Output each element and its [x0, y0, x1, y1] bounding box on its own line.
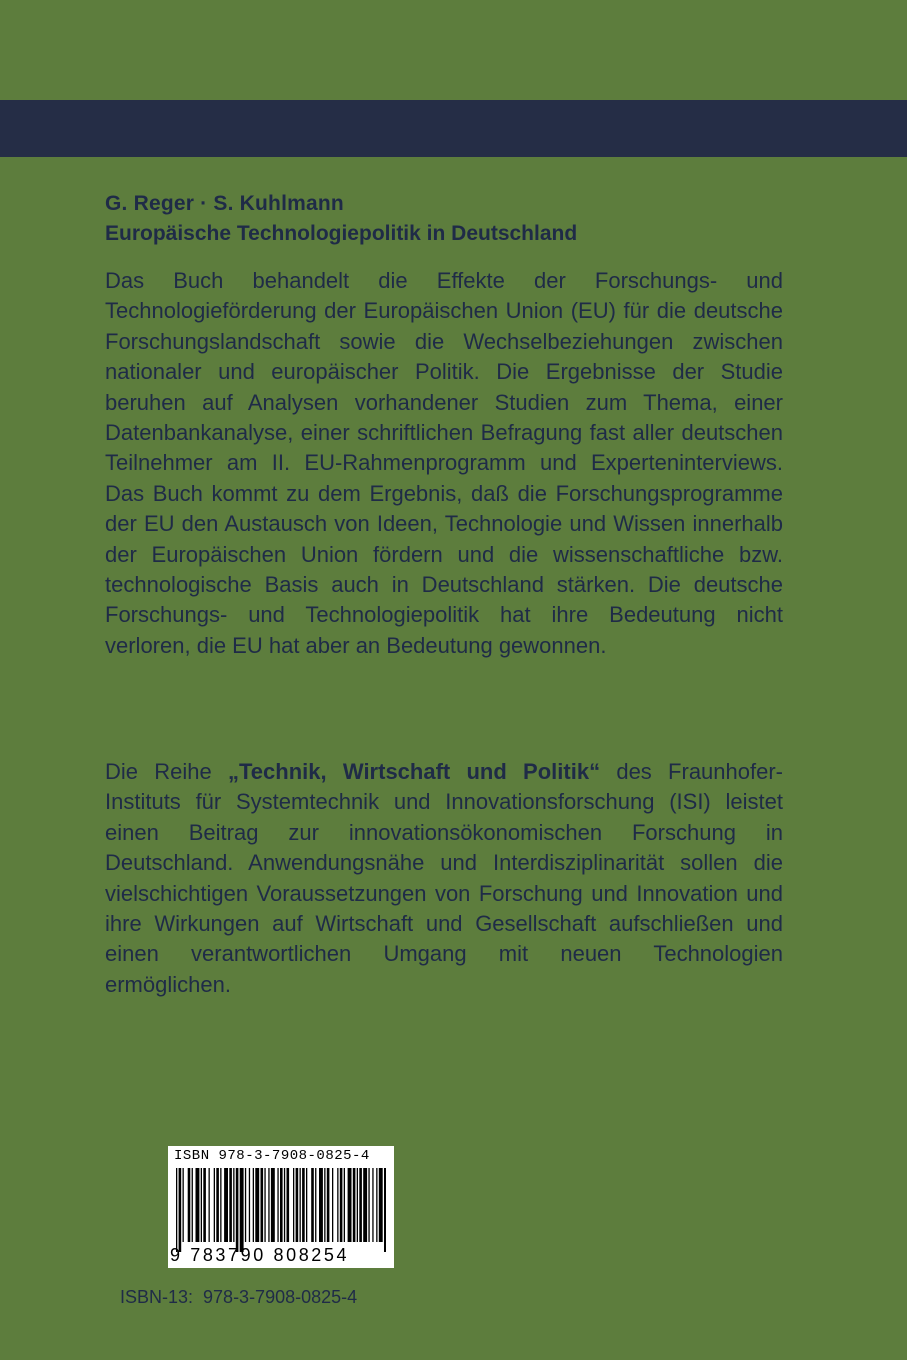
barcode-bar — [192, 1168, 193, 1242]
barcode-bar — [236, 1168, 239, 1252]
barcode-bar — [261, 1168, 264, 1242]
barcode-bar — [268, 1168, 269, 1242]
barcode-bar — [327, 1168, 330, 1242]
barcode-bar — [224, 1168, 228, 1242]
barcode-bar — [209, 1168, 210, 1242]
barcode-bar — [311, 1168, 314, 1242]
series-paragraph — [105, 757, 783, 1000]
barcode-bar — [319, 1168, 323, 1242]
barcode-bar — [379, 1168, 383, 1242]
barcode-bar — [306, 1168, 307, 1242]
barcode-bar — [384, 1168, 386, 1252]
barcode-bar — [300, 1168, 301, 1242]
barcode-bar — [277, 1168, 278, 1242]
barcode-bar — [348, 1168, 352, 1242]
series-intro-text: Die Reihe — [105, 759, 228, 784]
barcode-bar — [302, 1168, 305, 1242]
barcode-bar — [176, 1168, 177, 1252]
barcode-bar — [284, 1168, 285, 1242]
description-paragraph: Das Buch behandelt die Effekte der Forschungs- und Technologieförderung der Europäischen Union (EU) für die deutsche Forschungslandschaft sowie die Wechselbeziehungen zwischen nationaler und europäischer Politik. Die Ergebnisse der Studie beruhen auf Analysen vorhandener Studien zum Thema, einer Datenbankanalyse, einer schriftlichen Befragung fast aller deutschen Teilnehmer am II. EU-Rahmenprogramm und Experteninterviews. Das Buch kommt zu dem Ergebnis, daß die Forschungsprogramme der EU den Austausch von Ideen, Technologie und Wissen innerhalb der Europäischen Union fördern und die wissenschaftliche bzw. technologische Basis auch in Deutschland stärken. Die deutsche Forschungs- und Technologiepolitik hat ihre Bedeutung nicht verloren, die EU hat aber an Bedeutung gewonnen. — [105, 268, 783, 658]
barcode-bar — [188, 1168, 191, 1242]
barcode-bar — [337, 1168, 338, 1242]
barcode-bar — [216, 1168, 219, 1242]
top-color-band — [0, 100, 907, 157]
barcode-bar — [287, 1168, 290, 1242]
barcode-icon — [176, 1168, 386, 1252]
barcode-bar — [368, 1168, 369, 1242]
barcode-bar — [353, 1168, 356, 1242]
barcode-bar — [214, 1168, 215, 1242]
barcode-bar — [271, 1168, 275, 1242]
barcode-bar — [249, 1168, 250, 1242]
barcode-bar — [376, 1168, 377, 1242]
barcode-bar — [363, 1168, 367, 1242]
barcode-bar — [264, 1168, 265, 1242]
barcode-bar — [245, 1168, 246, 1242]
barcode-bar — [233, 1168, 234, 1242]
series-description-text: des Fraunhofer-Instituts für Systemtechnik und Innovationsforschung (ISI) leistet einen Beitrag zur innovationsökonomischen Forschung in Deutschland. Anwendungsnähe und Interdisziplinarität sollen die vielschichtigen Voraussetzungen von Forschung und Innovation und ihre Wirkungen auf Wirtschaft und Gesellschaft aufschließen und einen verantwortlichen Umgang mit neuen Technologien ermöglichen. — [105, 759, 783, 997]
book-authors: G. Reger · S. Kuhlmann — [105, 192, 344, 215]
barcode-bar — [340, 1168, 343, 1242]
barcode-bar — [344, 1168, 345, 1242]
barcode-bar — [332, 1168, 333, 1242]
barcode-bar — [196, 1168, 200, 1242]
barcode-bar — [229, 1168, 232, 1242]
barcode-bar — [201, 1168, 202, 1242]
book-title: Europäische Technologiepolitik in Deutschland — [105, 222, 578, 245]
barcode-bar — [240, 1168, 244, 1252]
barcode-bar — [293, 1168, 294, 1242]
barcode-bar — [324, 1168, 325, 1242]
barcode-digits: 9 783790 808254 — [170, 1245, 350, 1265]
barcode-bar — [220, 1168, 221, 1242]
barcode-bar — [253, 1168, 254, 1242]
barcode-bar — [359, 1168, 362, 1242]
barcode-bar — [315, 1168, 316, 1242]
series-name: „Technik, Wirtschaft und Politik“ — [228, 759, 601, 784]
barcode-label — [168, 1146, 394, 1268]
barcode-isbn-text: ISBN 978-3-7908-0825-4 — [174, 1148, 370, 1164]
barcode-bar — [183, 1168, 184, 1242]
barcode-bar — [280, 1168, 283, 1242]
barcode-bar — [357, 1168, 358, 1242]
barcode-bar — [203, 1168, 206, 1242]
barcode-bar — [179, 1168, 182, 1252]
barcode-bar — [372, 1168, 373, 1242]
barcode-bar — [255, 1168, 259, 1242]
isbn-13-line: ISBN-13: 978-3-7908-0825-4 — [120, 1287, 358, 1307]
barcode-bar — [296, 1168, 299, 1242]
